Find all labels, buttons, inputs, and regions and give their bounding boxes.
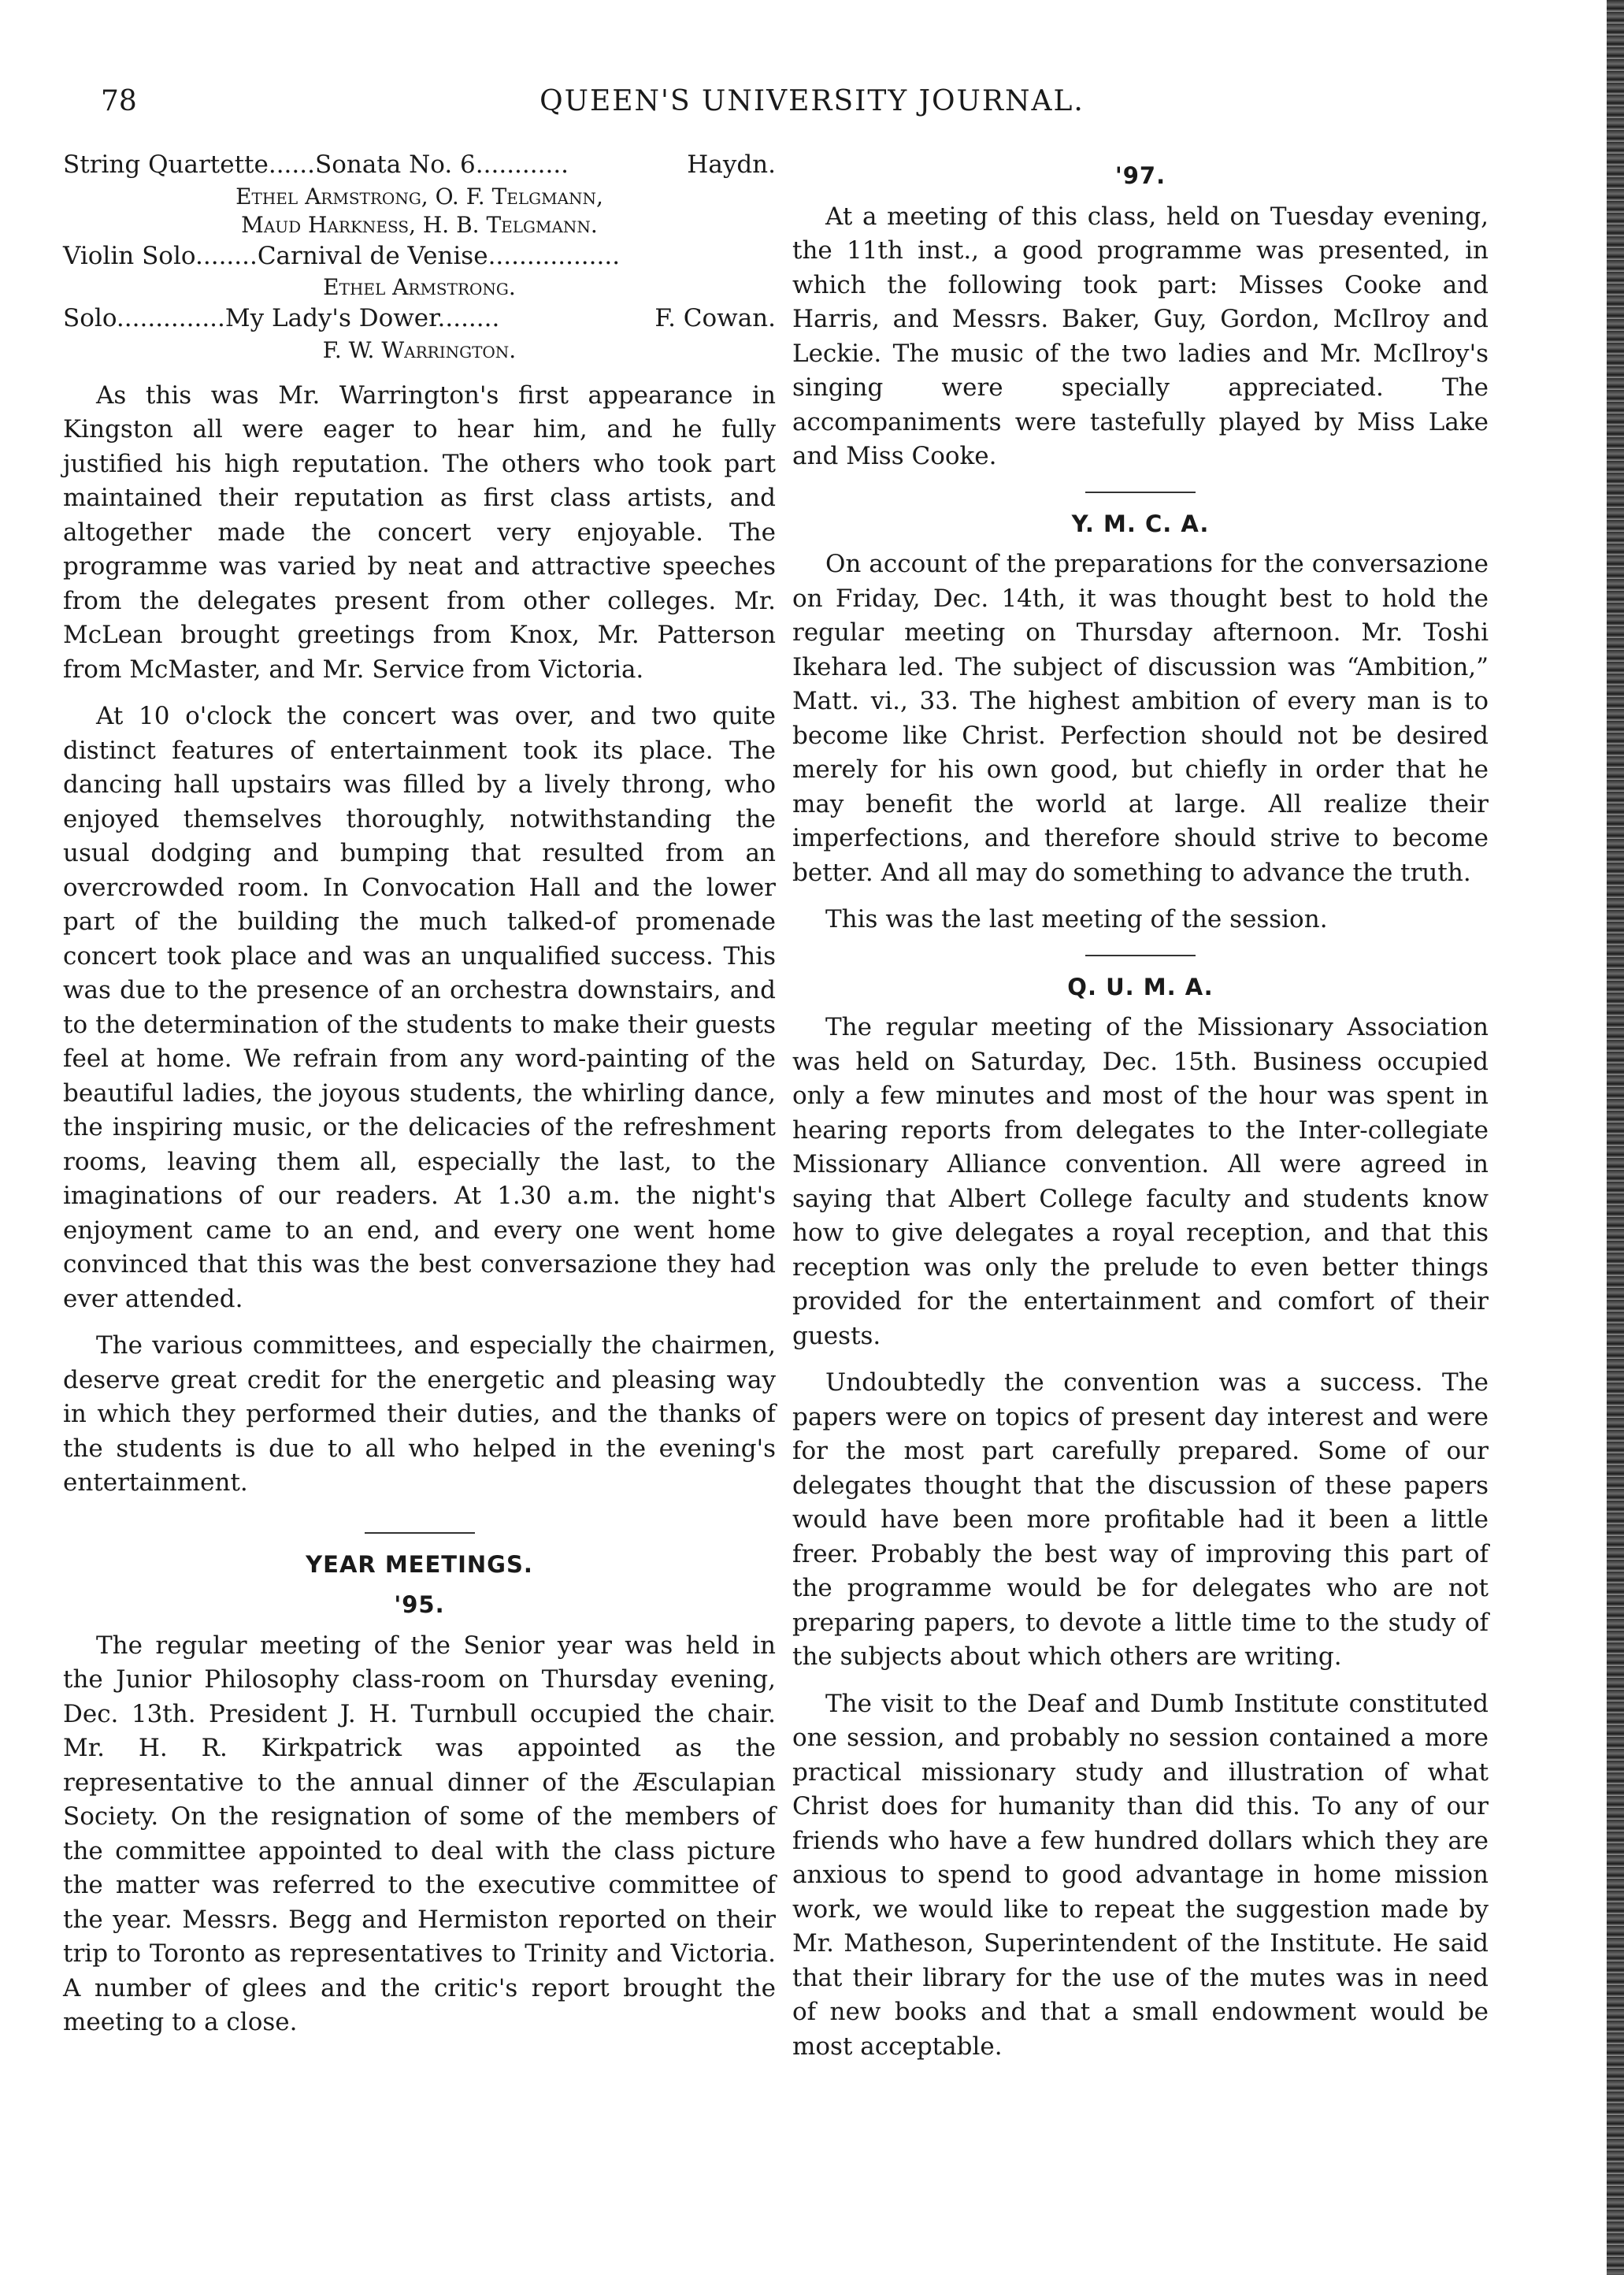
- body-paragraph: This was the last meeting of the session.: [825, 905, 1328, 933]
- programme-line: Solo..............My Lady's Dower........ F. Cowan.: [63, 304, 776, 332]
- programme-performers: F. W. Warrington.: [322, 336, 517, 363]
- body-paragraph: The various committees, and especially the chairmen, deserve great credit for the energetic and pleasing way in which they performed their duties, and the thanks of the students is due to all who helped in the evening's entertainment.: [63, 1331, 776, 1497]
- left-column: [63, 148, 776, 2053]
- concert-programme: [63, 148, 776, 365]
- section-divider: [365, 1532, 475, 1534]
- section-heading-quma: Q. U. M. A.: [1067, 973, 1214, 1000]
- programme-line: String Quartette......Sonata No. 6............ Haydn.: [63, 150, 776, 179]
- programme-performers: Ethel Armstrong, O. F. Telgmann,: [235, 183, 603, 210]
- body-paragraph: At 10 o'clock the concert was over, and two quite distinct features of entertainment took its place. The dancing hall upstairs was filled by a lively throng, who enjoyed themselves thoroughly, notwithstanding the usual dodging and bumping that resulted from an overcrowded room. In Convocation Hall and the lower part of the building the much talked-of promenade concert took place and was an unqualified success. This was due to the presence of an orchestra downstairs, and to the determination of the students to make their guests feel at home. We refrain from any word-painting of the beautiful ladies, the joyous students, the whirling dance, the inspiring music, or the delicacies of the refreshment rooms, leaving them all, especially the last, to the imaginations of our readers. At 1.30 a.m. the night's enjoyment came to an end, and every one went home convinced that this was the best conversazione they had ever attended.: [63, 702, 776, 1313]
- section-heading-year-meetings: YEAR MEETINGS.: [306, 1550, 533, 1578]
- body-paragraph: Undoubtedly the convention was a success. The papers were on topics of present day interest and were for the most part carefully prepared. Some of our delegates thought that the discussion of these papers would have been more profitable had it been a little freer. Probably the best way of improving this part of the programme would be for delegates who are not preparing papers, to devote a little time to the study of the subjects about which others are writing.: [792, 1368, 1489, 1671]
- programme-performers: Maud Harkness, H. B. Telgmann.: [241, 211, 598, 238]
- body-paragraph: The regular meeting of the Senior year was held in the Junior Philosophy class-room on Thursday evening, Dec. 13th. President J. H. Turnbull occupied the chair. Mr. H. R. Kirkpatrick was appointed as the representative to the annual dinner of the Æsculapian Society. On the resignation of some of the members of the committee appointed to deal with the class picture the matter was referred to the executive committee of the year. Messrs. Begg and Hermiston reported on their trip to Toronto as representatives to Trinity and Victoria. A number of glees and the critic's report brought the meeting to a close.: [63, 1631, 776, 2036]
- subheading-97: '97.: [1114, 162, 1166, 189]
- body-paragraph: The regular meeting of the Missionary Association was held on Saturday, Dec. 15th. Business occupied only a few minutes and most of the hour was spent in hearing reports from delegates to the Inter-collegiate Missionary Alliance convention. All were agreed in saying that Albert College faculty and students know how to give delegates a royal reception, and that this reception was only the prelude to even better things provided for the entertainment and comfort of their guests.: [792, 1013, 1489, 1350]
- section-divider: [1085, 492, 1196, 493]
- subheading-95: '95.: [394, 1591, 445, 1618]
- body-paragraph: The visit to the Deaf and Dumb Institute constituted one session, and probably no session contained a more practical missionary study and illustration of what Christ does for humanity than did this. To any of our friends who have a few hundred dollars which they are anxious to spend to good advantage in home mission work, we would like to repeat the suggestion made by Mr. Matheson, Superintendent of the Institute. He said that their library for the use of the mutes was in need of new books and that a small endowment would be most acceptable.: [792, 1689, 1489, 2061]
- page-number: 78: [101, 85, 137, 117]
- programme-performers: Ethel Armstrong.: [323, 274, 516, 300]
- scan-edge-shadow: [1607, 0, 1624, 2275]
- body-paragraph: At a meeting of this class, held on Tuesday evening, the 11th inst., a good programme was presented, in which the following took part: Misses Cooke and Harris, and Messrs. Baker, Guy, Gordon, McIlroy and Leckie. The music of the two ladies and Mr. McIlroy's singing were specially appreciated. The accompaniments were tastefully played by Miss Lake and Miss Cooke.: [792, 202, 1489, 470]
- right-column: [792, 148, 1489, 2076]
- running-head: QUEEN'S UNIVERSITY JOURNAL.: [539, 85, 1085, 117]
- section-divider: [1085, 955, 1196, 956]
- body-paragraph: On account of the preparations for the conversazione on Friday, Dec. 14th, it was thought best to hold the regular meeting on Thursday afternoon. Mr. Toshi Ikehara led. The subject of discussion was “Ambition,” Matt. vi., 33. The highest ambition of every man is to become like Christ. Perfection should not be desired merely for his own good, but chiefly in order that he may benefit the world at large. All realize their imperfections, and therefore should strive to become better. And all may do something to advance the truth.: [792, 550, 1489, 887]
- body-paragraph: As this was Mr. Warrington's first appearance in Kingston all were eager to hear him, and he fully justified his high reputation. The others who took part maintained their reputation as first class artists, and altogether made the concert very enjoyable. The programme was varied by neat and attractive speeches from the delegates present from other colleges. Mr. McLean brought greetings from Knox, Mr. Patterson from McMaster, and Mr. Service from Victoria.: [63, 380, 776, 684]
- section-heading-ymca: Y. M. C. A.: [1071, 510, 1210, 537]
- programme-line: Violin Solo........Carnival de Venise.................: [63, 241, 621, 270]
